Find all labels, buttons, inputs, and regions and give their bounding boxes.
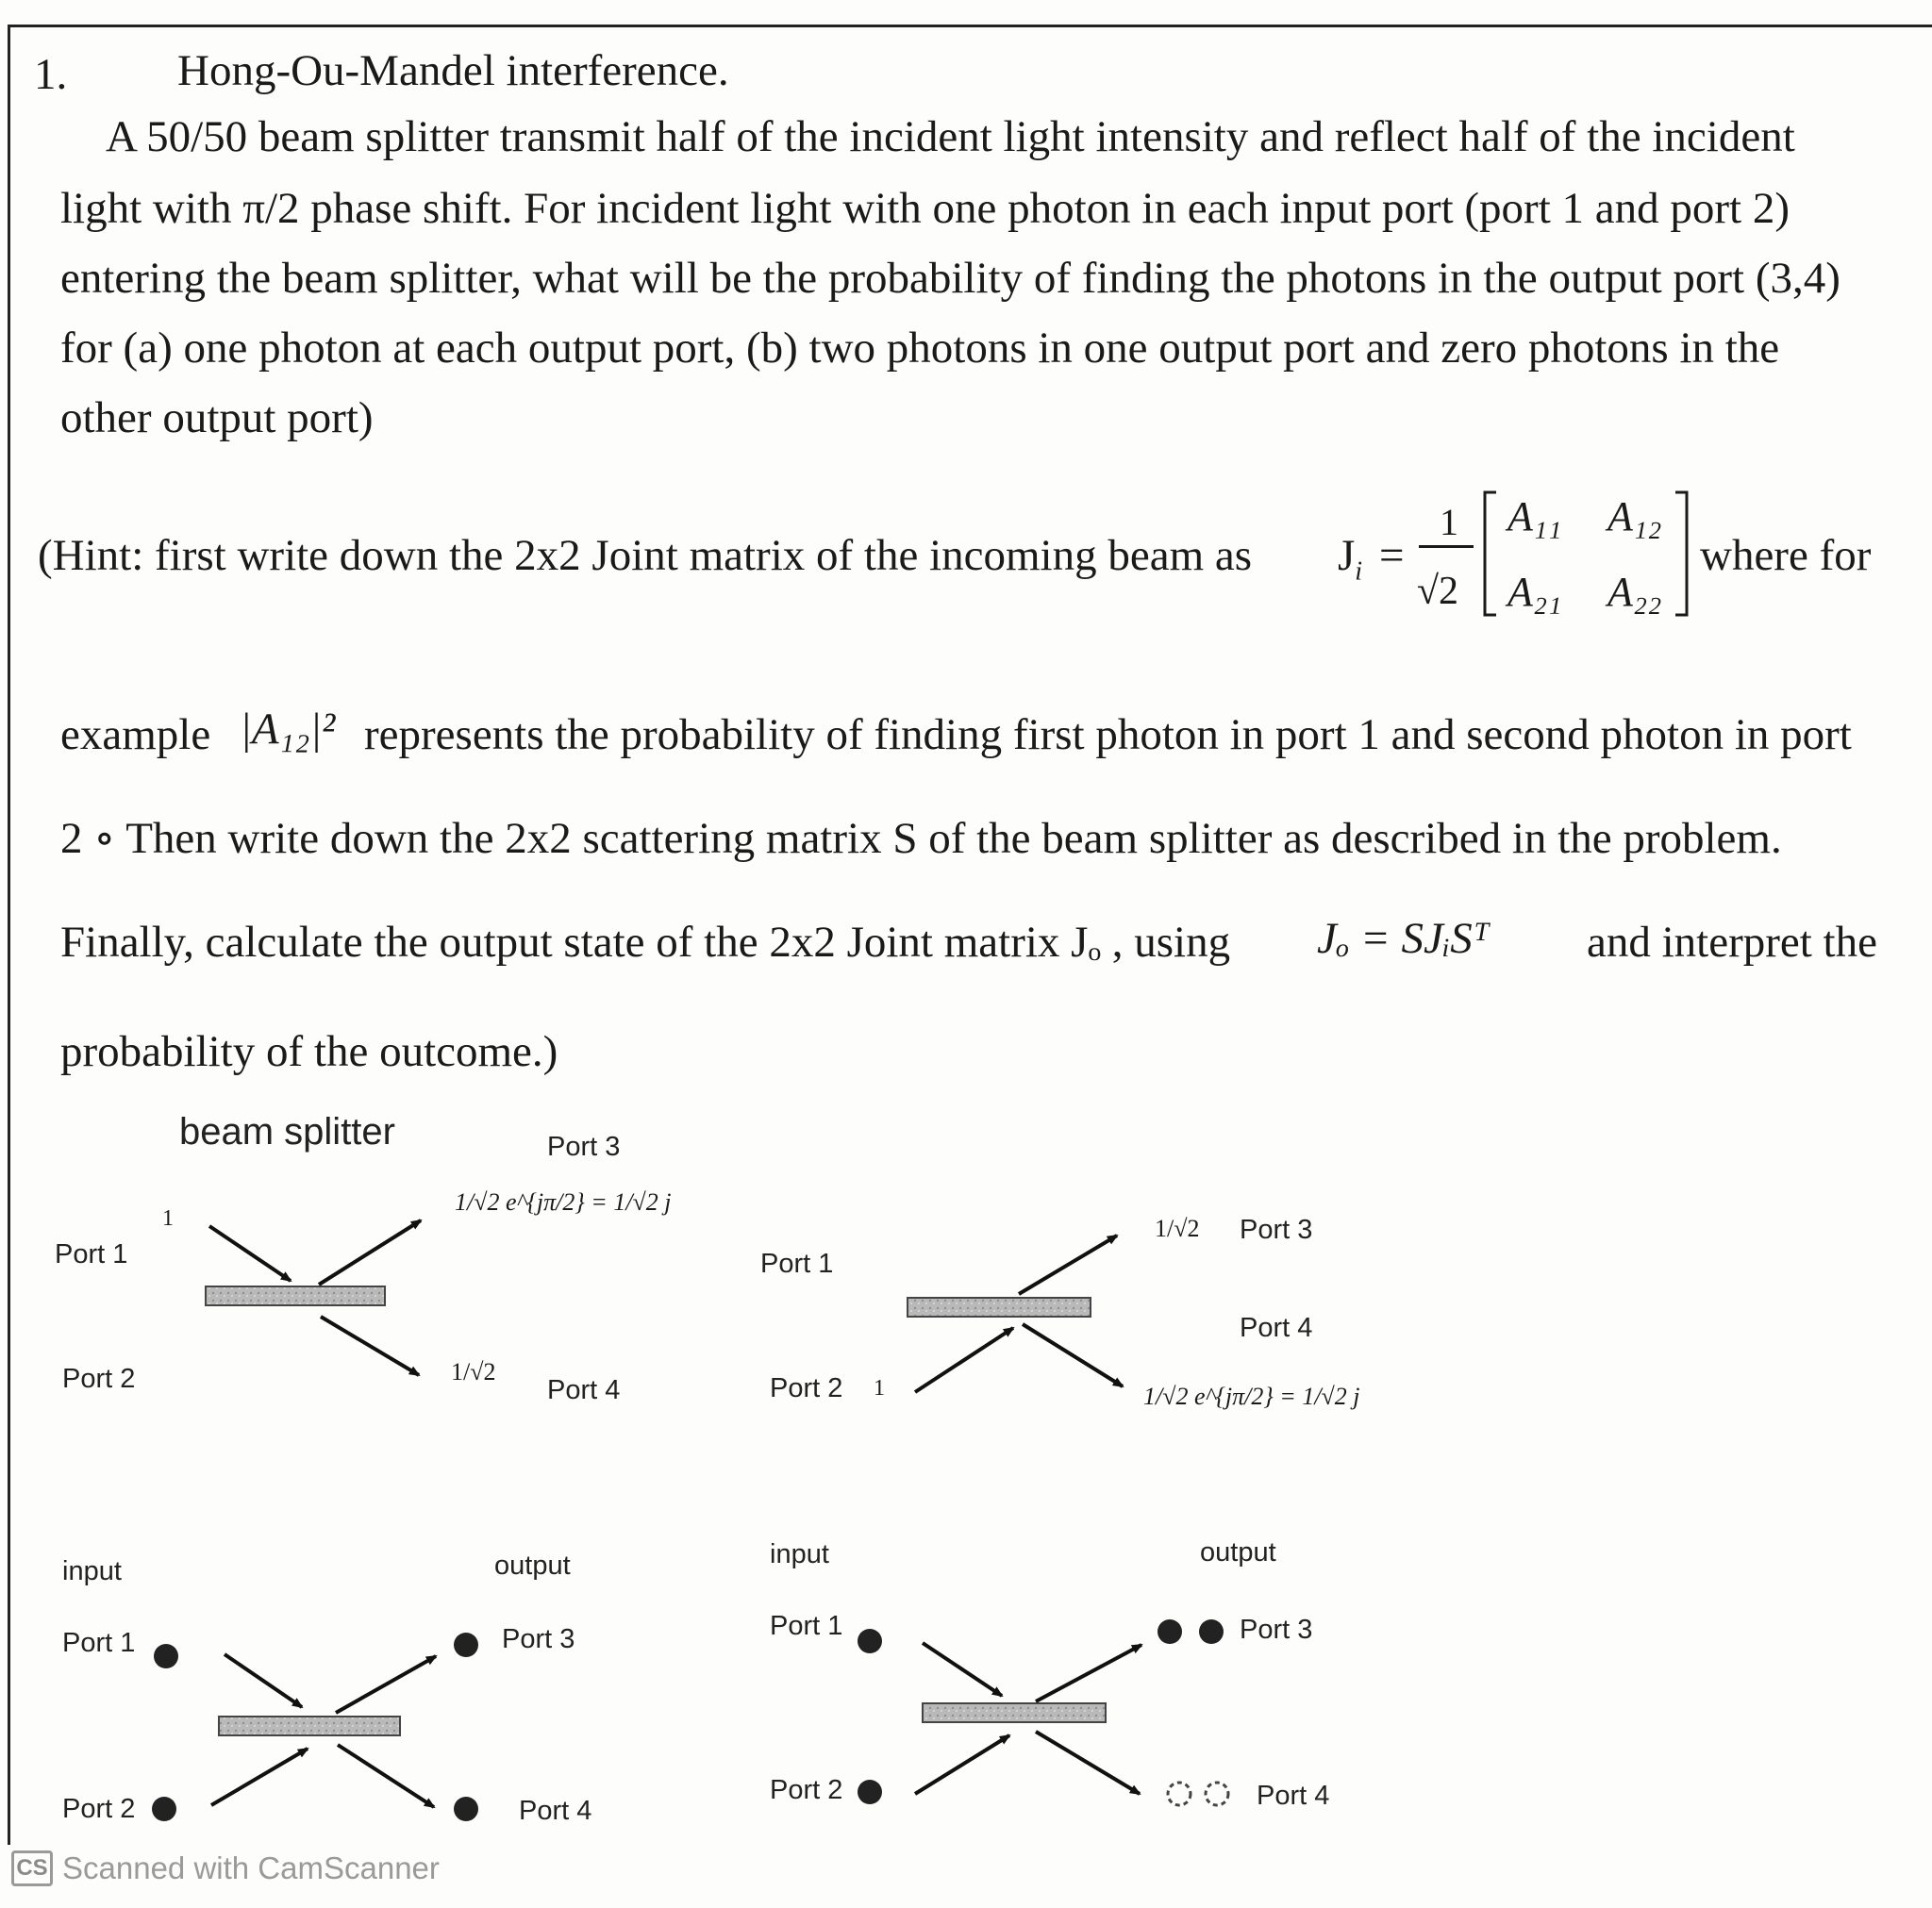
label-port4: Port 4 [1240, 1313, 1313, 1343]
photon-input-port2 [858, 1780, 882, 1804]
label-output: output [494, 1551, 571, 1581]
matrix-a22: A₂₂ [1607, 569, 1662, 615]
diagram-top-left [206, 1220, 421, 1375]
photon-absent-port4-b [1206, 1783, 1228, 1805]
input-amplitude: 1 [162, 1206, 174, 1231]
hint-line-4-end: and interpret the [1587, 918, 1877, 967]
hint-equals: = [1379, 531, 1405, 580]
hint-line-3: 2 ∘ Then write down the 2x2 scattering matrix S of the beam splitter as described in the problem. [60, 814, 1782, 863]
beam-splitter-plate [923, 1703, 1106, 1722]
photon-absent-port4-a [1168, 1783, 1191, 1805]
photon-output-port4 [454, 1797, 478, 1821]
matrix-a21: A₂₁ [1507, 569, 1562, 615]
beam-splitter-plate [219, 1717, 400, 1735]
photon-output-port3-b [1199, 1619, 1224, 1644]
label-port4: Port 4 [519, 1796, 592, 1826]
transmitted-arrow-port3 [1019, 1236, 1117, 1294]
label-port1: Port 1 [62, 1628, 136, 1658]
input-amplitude: 1 [874, 1376, 885, 1401]
hint-lhs-symbol: J [1338, 531, 1356, 580]
hint-line-1-start: (Hint: first write down the 2x2 Joint matrix of the incoming beam as [38, 531, 1253, 580]
hint-frac-den: √2 [1417, 570, 1459, 613]
label-port2: Port 2 [62, 1364, 136, 1394]
label-port4: Port 4 [547, 1375, 621, 1405]
input-arrow-port2 [915, 1328, 1013, 1392]
matrix-a12: A₁₂ [1607, 493, 1662, 539]
reflected-arrow-port3 [319, 1220, 421, 1285]
label-port3: Port 3 [502, 1624, 575, 1654]
hint-line-4-eq: Jₒ = SJᵢSᵀ [1317, 914, 1490, 963]
watermark-text: Scanned with CamScanner [62, 1850, 440, 1885]
camscanner-watermark [11, 1850, 440, 1886]
input-arrow-port1 [209, 1226, 291, 1281]
beam-splitter-plate [206, 1286, 385, 1305]
reflect-amplitude: 1/√2 e^{jπ/2} = 1/√2 j [1143, 1383, 1360, 1410]
problem-line-2: light with π/2 phase shift. For incident light with one photon in each input port (port 1 and port 2) [60, 184, 1790, 233]
input-arrow-port1 [923, 1643, 1002, 1696]
diagram-bottom-right [858, 1619, 1228, 1805]
photon-input-port1 [858, 1629, 882, 1653]
photon-input-port2 [152, 1797, 176, 1821]
hint-lhs-sub: i [1355, 556, 1363, 587]
reflect-amplitude: 1/√2 e^{jπ/2} = 1/√2 j [455, 1188, 672, 1216]
hint-line-5: probability of the outcome.) [60, 1027, 558, 1076]
diagram-title: beam splitter [179, 1111, 395, 1153]
hint-line-2-abs: |A₁₂|² [240, 705, 336, 754]
camscanner-logo-icon: CS [11, 1850, 53, 1886]
photon-input-port1 [154, 1644, 178, 1668]
output-arrow-port3 [336, 1656, 436, 1713]
label-port2: Port 2 [770, 1373, 843, 1403]
diagram-bottom-left [152, 1633, 478, 1821]
label-input: input [62, 1556, 122, 1586]
transmit-amplitude: 1/√2 [451, 1358, 496, 1385]
output-arrow-port3 [1036, 1645, 1141, 1701]
label-port3: Port 3 [1240, 1215, 1313, 1245]
beam-splitter-plate [908, 1298, 1091, 1317]
reflected-arrow-port4 [1023, 1324, 1123, 1386]
input-arrow-port1 [225, 1654, 302, 1707]
label-port1: Port 1 [760, 1249, 834, 1279]
label-port1: Port 1 [55, 1239, 128, 1269]
hint-line-2-end: represents the probability of finding first photon in port 1 and second photon in port [364, 710, 1852, 759]
transmit-amplitude: 1/√2 [1155, 1215, 1200, 1242]
photon-output-port3 [454, 1633, 478, 1657]
hint-line-4-start: Finally, calculate the output state of the 2x2 Joint matrix Jₒ , using [60, 918, 1231, 967]
label-port2: Port 2 [770, 1775, 843, 1805]
label-port1: Port 1 [770, 1611, 843, 1641]
matrix-a11: A₁₁ [1507, 493, 1562, 539]
input-arrow-port2 [915, 1735, 1009, 1794]
transmitted-arrow-port4 [321, 1317, 419, 1375]
problem-line-3: entering the beam splitter, what will be the probability of finding the photons in the output port (3,4) [60, 254, 1840, 303]
problem-number: 1. [34, 50, 68, 99]
hint-frac-num: 1 [1440, 501, 1458, 543]
problem-title: Hong-Ou-Mandel interference. [177, 46, 729, 95]
label-port4: Port 4 [1257, 1781, 1330, 1811]
problem-line-5: other output port) [60, 393, 374, 442]
output-arrow-port4 [338, 1745, 434, 1807]
label-port2: Port 2 [62, 1794, 136, 1824]
problem-line-1: A 50/50 beam splitter transmit half of the incident light intensity and reflect half of the incident [106, 112, 1795, 161]
hint-line-1-end: where for [1700, 531, 1872, 580]
label-output: output [1200, 1537, 1276, 1568]
output-arrow-port4 [1036, 1732, 1140, 1794]
photon-output-port3-a [1158, 1619, 1182, 1644]
diagram-top-right [908, 1236, 1123, 1392]
label-port3: Port 3 [547, 1132, 621, 1162]
problem-line-4: for (a) one photon at each output port, (b) two photons in one output port and zero photons in the [60, 324, 1780, 373]
label-input: input [770, 1539, 829, 1569]
input-arrow-port2 [211, 1749, 308, 1805]
label-port3: Port 3 [1240, 1615, 1313, 1645]
hint-line-2-start: example [60, 710, 211, 759]
